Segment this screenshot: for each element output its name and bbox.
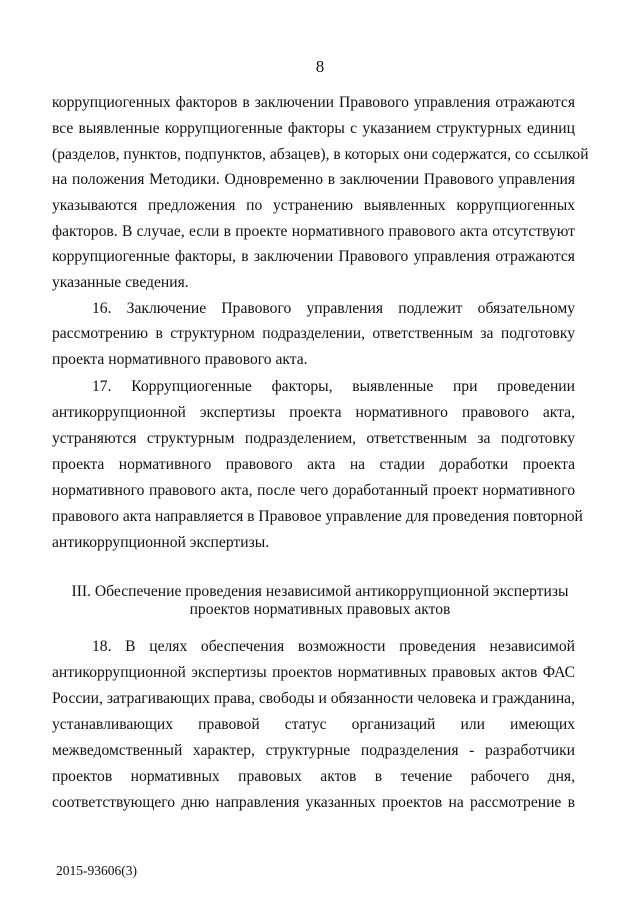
text-line: коррупциогенных факторов в заключении Правового управления отражаются bbox=[52, 94, 575, 111]
paragraph-18-line: соответствующего дню направления указанных проектов на рассмотрение в bbox=[52, 794, 575, 811]
text-line: указываются предложения по устранению выявленных коррупциогенных bbox=[52, 197, 575, 214]
paragraph-17-line: устраняются структурным подразделением, ответственным за подготовку bbox=[52, 430, 575, 447]
paragraph-16-line: 16. Заключение Правового управления подлежит обязательному bbox=[92, 300, 575, 317]
text-line: коррупциогенные факторы, в заключении Правового управления отражаются bbox=[52, 248, 575, 265]
document-code: 2015-93606(3) bbox=[56, 863, 137, 878]
text-line: на положения Методики. Одновременно в заключении Правового управления bbox=[52, 171, 575, 188]
paragraph-18-line: России, затрагивающих права, свободы и обязанности человека и гражданина, bbox=[52, 690, 575, 707]
text-line: указанные сведения. bbox=[52, 274, 189, 291]
paragraph-17-line: нормативного правового акта, после чего доработанный проект нормативного bbox=[52, 482, 575, 499]
paragraph-18-line: межведомственный характер, структурные подразделения - разработчики bbox=[52, 742, 575, 759]
page-number: 8 bbox=[315, 57, 325, 76]
section-heading: проектов нормативных правовых актов bbox=[189, 601, 451, 618]
paragraph-17-line: проекта нормативного правового акта на стадии доработки проекта bbox=[52, 456, 575, 473]
paragraph-18-line: устанавливающих правовой статус организаций или имеющих bbox=[52, 716, 575, 733]
paragraph-16-line: рассмотрению в структурном подразделении, ответственным за подготовку bbox=[52, 325, 575, 342]
paragraph-18-line: антикоррупционной экспертизы проектов нормативных правовых актов ФАС bbox=[52, 664, 575, 681]
paragraph-17-line: антикоррупционной экспертизы. bbox=[52, 534, 270, 551]
section-heading: III. Обеспечение проведения независимой антикоррупционной экспертизы bbox=[71, 583, 569, 600]
text-line: все выявленные коррупциогенные факторы с указанием структурных единиц bbox=[52, 120, 575, 137]
text-line: (разделов, пунктов, подпунктов, абзацев), в которых они содержатся, со ссылкой bbox=[52, 146, 589, 163]
paragraph-18-line: 18. В целях обеспечения возможности проведения независимой bbox=[92, 638, 575, 655]
paragraph-17-line: антикоррупционной экспертизы проекта нормативного правового акта, bbox=[52, 404, 575, 421]
paragraph-17-line: правового акта направляется в Правовое управление для проведения повторной bbox=[52, 508, 583, 525]
paragraph-16-line: проекта нормативного правового акта. bbox=[52, 351, 308, 368]
paragraph-17-line: 17. Коррупциогенные факторы, выявленные при проведении bbox=[92, 378, 575, 395]
paragraph-18-line: проектов нормативных правовых актов в течение рабочего дня, bbox=[52, 768, 575, 785]
text-line: факторов. В случае, если в проекте нормативного правового акта отсутствуют bbox=[52, 223, 575, 240]
